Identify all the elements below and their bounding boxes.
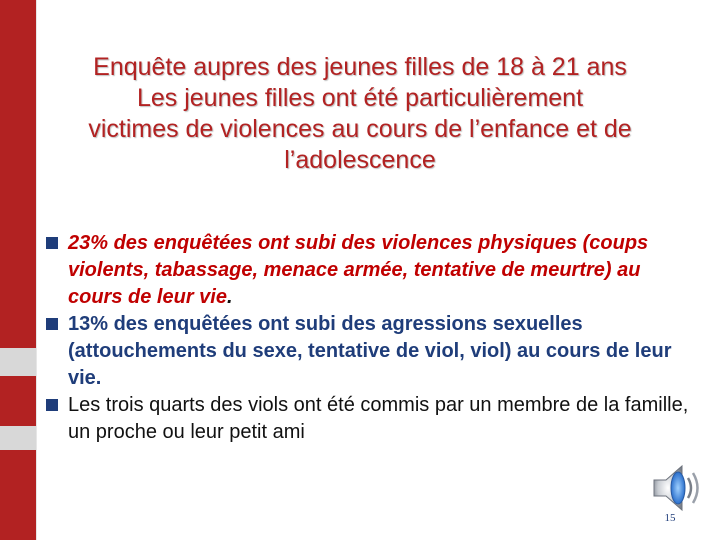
- decorative-block: [0, 426, 36, 450]
- bullet-marker: [46, 399, 58, 411]
- bullet-item: [44, 392, 694, 446]
- bullet-text: 23% des enquêtées ont subi des violences physiques (coups violents, tabassage, menace armée, tentative de meurtre) au cours de leur vie: [68, 232, 649, 308]
- title-line: Enquête aupres des jeunes filles de 18 à 21 ans: [93, 53, 627, 81]
- divider: [36, 0, 37, 540]
- bullet-marker: [46, 318, 58, 330]
- bullet-list: [44, 230, 694, 446]
- decorative-block: [0, 348, 36, 376]
- speaker-icon[interactable]: [648, 458, 706, 518]
- title-line: Les jeunes filles ont été particulièrement: [136, 84, 584, 112]
- bullet-item: [44, 311, 694, 392]
- bullet-text: 13% des enquêtées ont subi des agressions sexuelles (attouchements du sexe, tentative de viol, viol) au cours de leur vie.: [68, 313, 672, 389]
- slide-title: [40, 52, 680, 176]
- bullet-suffix: .: [226, 286, 233, 308]
- title-line: victimes de violences au cours de l’enfance et de: [88, 115, 632, 143]
- page-number: 15: [664, 512, 676, 524]
- title-line: l’adolescence: [284, 146, 436, 174]
- bullet-item: [44, 230, 694, 311]
- bullet-text: Les trois quarts des viols ont été commis par un membre de la famille, un proche ou leur petit ami: [68, 394, 689, 443]
- left-accent-bar: [0, 0, 36, 540]
- bullet-marker: [46, 237, 58, 249]
